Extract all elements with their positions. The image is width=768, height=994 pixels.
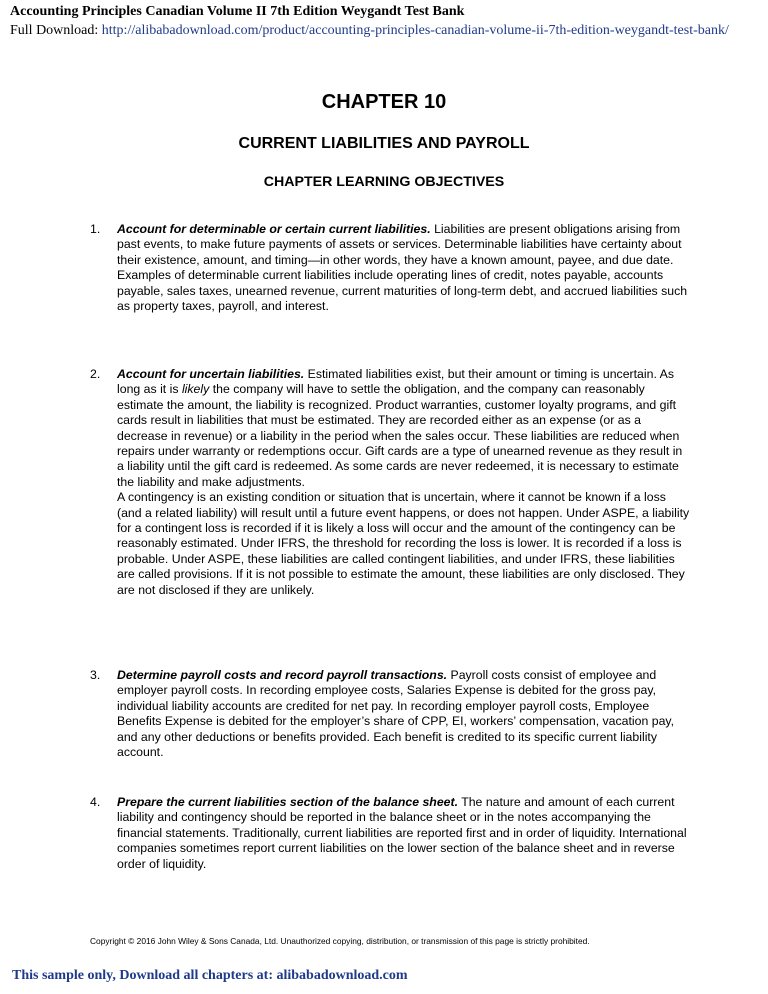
objective-emphasis: likely — [181, 382, 210, 397]
objective-item-2 — [90, 367, 690, 598]
objective-number: 2. — [90, 367, 101, 381]
objective-body — [117, 668, 690, 760]
objective-body — [117, 222, 690, 314]
objective-text: Payroll costs consist of employee and employer payroll costs. In recording employee costs, Salaries Expense is debited for the gross pay, individual liability accounts are credited for net pay. In recording employer payroll costs, Employee Benefits Expense is debited for the employer’s share of CPP, EI, workers’ compensation, vacation pay, and any other deductions or benefits provided. Each benefit is credited to its specific current liability account. — [117, 668, 675, 760]
objective-paragraph-2: A contingency is an existing condition or situation that is uncertain, where it cannot be known if a loss (and a related liability) will result until a future event happens, or does not happen. Under ASPE, a liability for a contingent loss is recorded if it is likely a loss will occur and the amount of the contingency can be reasonably estimated. Under IFRS, the threshold for recording the loss is lower. It is recorded if a loss is probable. Under ASPE, these liabilities are called contingent liabilities, and under IFRS, these liabilities are called provisions. If it is not possible to estimate the amount, these liabilities are only disclosed. They are not disclosed if they are unlikely. — [117, 490, 690, 597]
objective-item-4 — [90, 795, 690, 872]
objective-lead: Determine payroll costs and record payroll transactions. — [117, 668, 448, 682]
objective-number: 1. — [90, 222, 101, 236]
copyright-notice: Copyright © 2016 John Wiley & Sons Canada, Ltd. Unauthorized copying, distribution, or transmission of this page is strictly prohibited. — [90, 936, 590, 946]
objective-text: Liabilities are present obligations arising from past events, to make future payments of assets or services. Determinable liabilities have certainty about their existence, amount, and timing—in other words, they have a known amount, payee, and due date. Examples of determinable current liabilities include operating lines of credit, notes payable, accounts payable, sales taxes, unearned revenue, current maturities of long-term debt, and accrued liabilities such as property taxes, payroll, and interest. — [117, 222, 688, 314]
objective-item-1 — [90, 222, 690, 314]
footer-download-banner[interactable]: This sample only, Download all chapters at: alibabadownload.com — [12, 968, 408, 983]
objective-lead: Account for determinable or certain current liabilities. — [117, 222, 431, 236]
objective-body — [117, 795, 690, 872]
objective-text: The nature and amount of each current liability and contingency should be reported in the balance sheet or in the notes accompanying the financial statements. Traditionally, current liabilities are reported first and in order of liquidity. International companies sometimes report current liabilities on the lower section of the balance sheet and in reverse order of liquidity. — [117, 795, 687, 871]
chapter-subtitle: CURRENT LIABILITIES AND PAYROLL — [238, 135, 530, 152]
chapter-title: CHAPTER 10 — [321, 91, 447, 113]
objective-text: Estimated liabilities exist, but their amount or timing is uncertain. As long as it is — [117, 367, 674, 397]
download-line — [10, 23, 729, 39]
objective-text-continued: the company will have to settle the obligation, and the company can reasonably estimate the amount, the liability is recognized. Product warranties, customer loyalty programs, and gift cards result in liabilities that must be estimated. They are recorded either as an expense (or as a decrease in revenue) or a liability in the period when the sales occur. These liabilities are reduced when repairs under warranty or redemptions occur. Gift cards are a type of unearned revenue as they result in a liability until the gift card is redeemed. As some cards are never redeemed, it is necessary to estimate the liability and make adjustments. — [117, 382, 683, 489]
objective-lead: Account for uncertain liabilities. — [117, 367, 305, 381]
objective-number: 4. — [90, 795, 101, 809]
banner-title: Accounting Principles Canadian Volume II 7th Edition Weygandt Test Bank — [10, 4, 465, 19]
objective-number: 3. — [90, 668, 101, 682]
download-label: Full Download: — [10, 23, 102, 38]
learning-objectives-heading: CHAPTER LEARNING OBJECTIVES — [263, 174, 505, 190]
download-url-link[interactable]: http://alibabadownload.com/product/accounting-principles-canadian-volume-ii-7th-edition-weygandt-test-bank/ — [101, 23, 729, 38]
objective-item-3 — [90, 668, 690, 760]
objective-lead: Prepare the current liabilities section of the balance sheet. — [117, 795, 459, 809]
objective-body — [117, 367, 690, 598]
